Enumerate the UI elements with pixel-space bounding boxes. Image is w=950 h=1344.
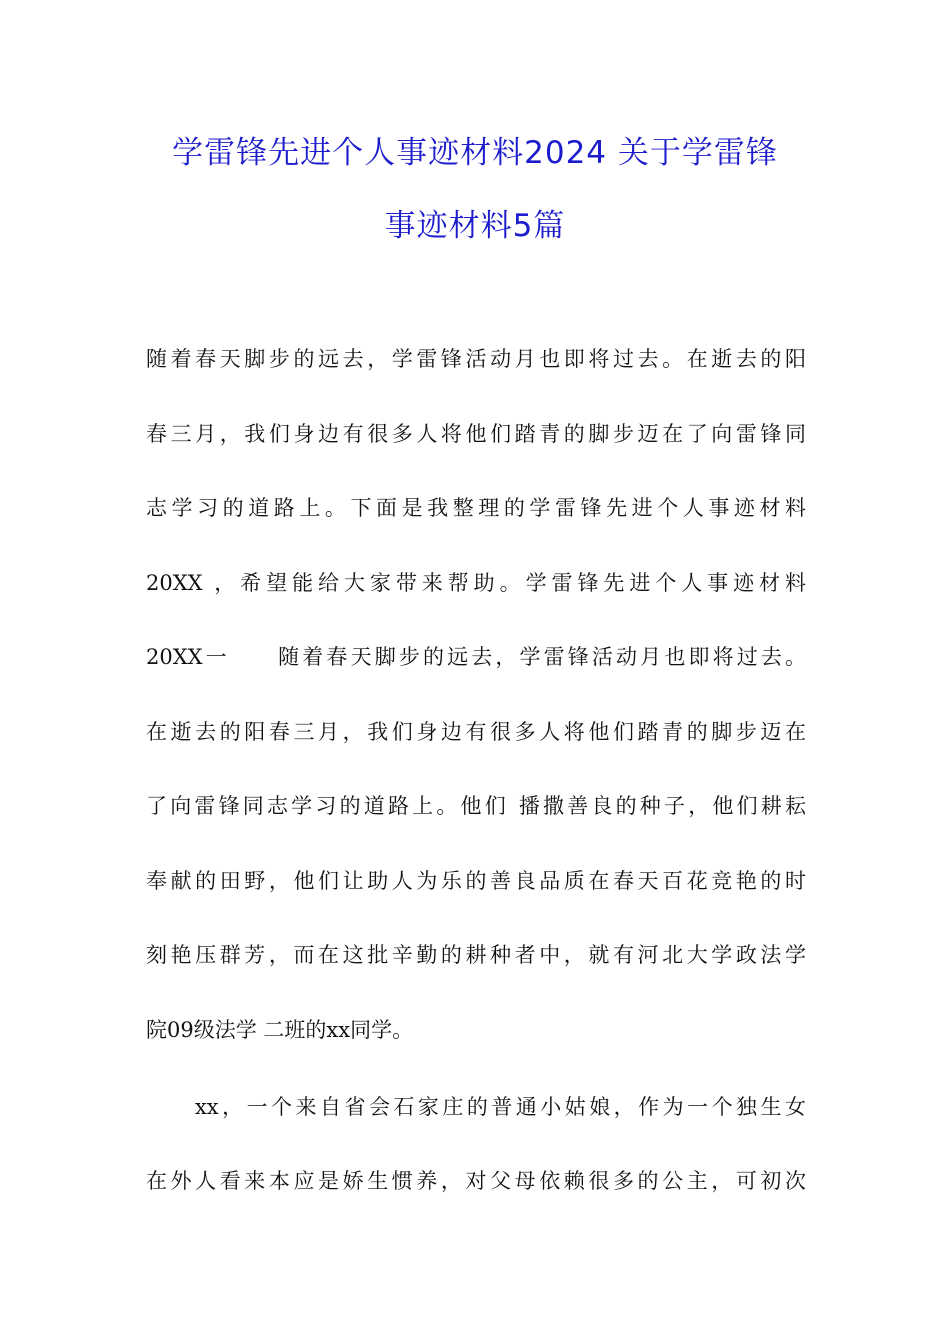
body-line: 了向雷锋同志学习的道路上。他们 播撒善良的种子，他们耕耘	[146, 794, 806, 818]
body-line: 20XX ，希望能给大家带来帮助。学雷锋先进个人事迹材料	[146, 571, 806, 595]
body-line: 奉献的田野，他们让助人为乐的善良品质在春天百花竞艳的时	[146, 869, 806, 893]
body-line: 20XX一 随着春天脚步的远去，学雷锋活动月也即将过去。	[146, 645, 806, 669]
body-line: 春三月，我们身边有很多人将他们踏青的脚步迈在了向雷锋同	[146, 422, 806, 446]
body-line: 随着春天脚步的远去，学雷锋活动月也即将过去。在逝去的阳	[146, 347, 806, 371]
body-line: 志学习的道路上。下面是我整理的学雷锋先进个人事迹材料	[146, 496, 806, 520]
document-title-line-2: 事迹材料5篇	[384, 208, 566, 244]
body-line: 刻艳压群芳，而在这批辛勤的耕种者中，就有河北大学政法学	[146, 943, 806, 967]
body-line: 在外人看来本应是娇生惯养，对父母依赖很多的公主，可初次	[146, 1169, 806, 1193]
body-line: 院09级法学 二班的xx同学。	[146, 1018, 414, 1042]
document-title-line-1: 学雷锋先进个人事迹材料2024 关于学雷锋	[172, 135, 778, 171]
body-line: 在逝去的阳春三月，我们身边有很多人将他们踏青的脚步迈在	[146, 720, 806, 744]
body-line: xx，一个来自省会石家庄的普通小姑娘，作为一个独生女	[146, 1095, 806, 1119]
